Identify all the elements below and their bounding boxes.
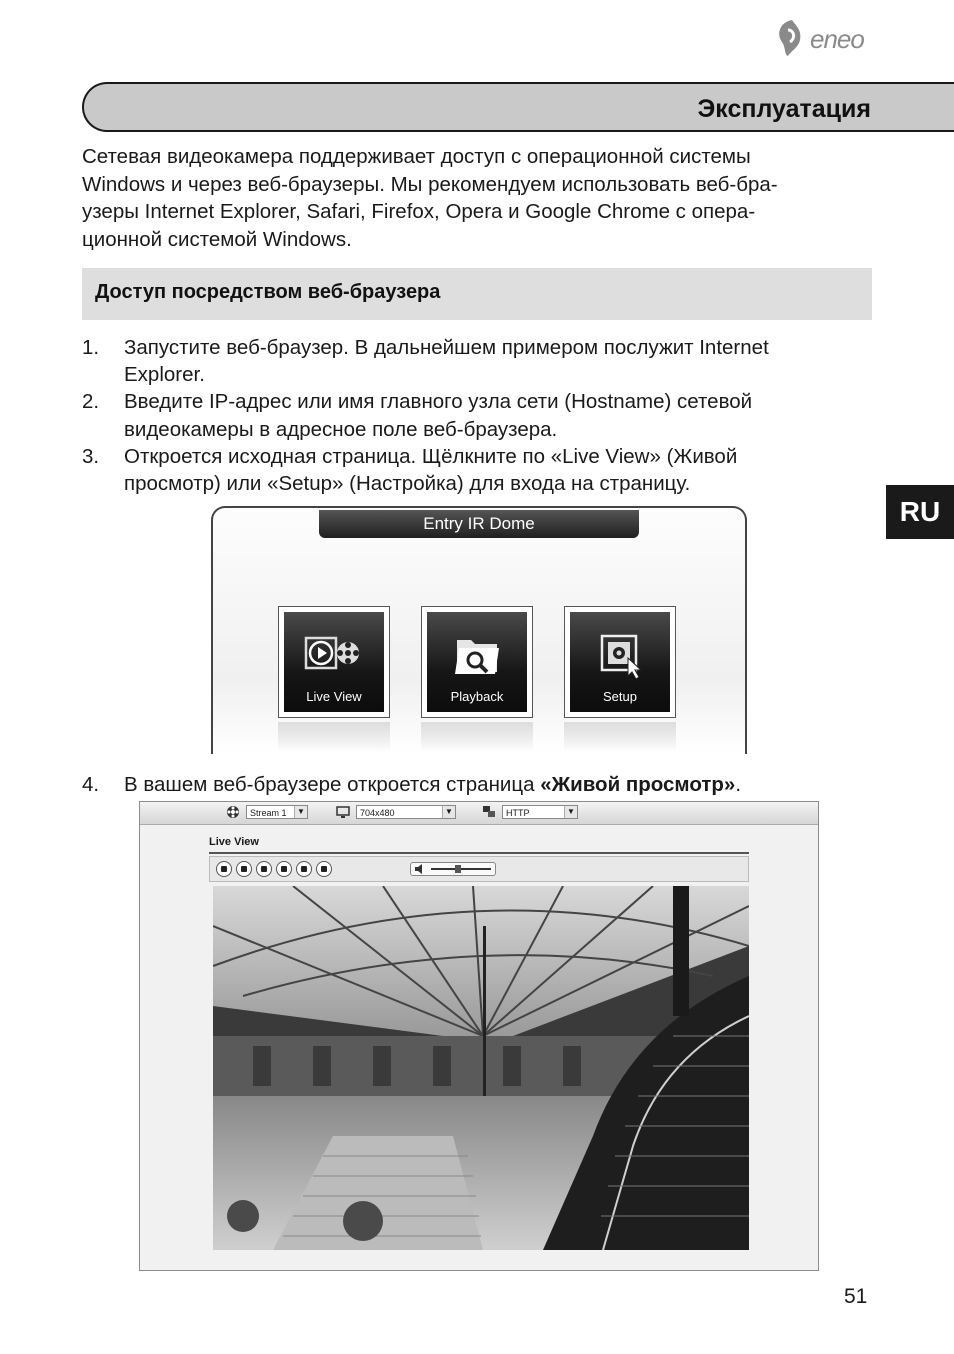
live-view-screenshot — [139, 801, 819, 1271]
step-number: 3. — [82, 444, 100, 468]
step-number: 2. — [82, 390, 100, 414]
speaker-icon — [414, 863, 428, 875]
tile-reflection — [564, 722, 676, 752]
stream-select[interactable] — [246, 805, 308, 819]
logo-swirl-icon — [774, 18, 808, 58]
protocol-select[interactable] — [502, 805, 578, 819]
playback-tile[interactable] — [421, 606, 533, 718]
stream-icon — [226, 805, 240, 819]
chevron-down-icon: ▼ — [294, 806, 307, 818]
logo-text: eneo — [810, 24, 864, 54]
intro-paragraph — [82, 143, 882, 253]
protocol-value: HTTP — [506, 808, 530, 818]
step-line: видеокамеры в адресное поле веб-браузера. — [124, 417, 558, 441]
volume-slider[interactable] — [410, 862, 496, 876]
step-line: Запустите веб-браузер. В дальнейшем примером послужит Internet — [124, 336, 769, 359]
live-view-toolbar — [140, 802, 818, 825]
talk-button[interactable] — [316, 861, 332, 877]
step-number: 1. — [82, 336, 100, 359]
tile-reflection — [278, 722, 390, 752]
list-item — [82, 771, 924, 798]
resolution-select[interactable] — [356, 805, 456, 819]
start-page-title: Entry IR Dome — [319, 510, 639, 538]
camera-video-feed — [213, 886, 749, 1250]
control-bar — [209, 856, 749, 882]
network-icon — [482, 805, 496, 819]
chevron-down-icon: ▼ — [442, 806, 455, 818]
section-title: Доступ посредством веб-браузера — [95, 281, 441, 303]
intro-line: ционной системой Windows. — [82, 227, 352, 251]
tile-label: Live View — [306, 689, 362, 704]
list-item — [82, 334, 882, 388]
volume-track — [431, 868, 491, 870]
eneo-logo — [774, 18, 884, 58]
page-title: Эксплуатация — [697, 95, 871, 123]
volume-thumb[interactable] — [455, 865, 461, 873]
step-line: Откроется исходная страница. Щёлкните по «Live View» (Живой — [124, 444, 738, 468]
divider — [209, 852, 749, 854]
page-number: 51 — [844, 1285, 868, 1308]
start-page-screenshot — [211, 506, 747, 754]
live-view-icon — [302, 632, 366, 680]
step-line: просмотр) или «Setup» (Настройка) для входа на страницу. — [124, 472, 691, 496]
chevron-down-icon: ▼ — [564, 806, 577, 818]
language-tab: RU — [886, 485, 954, 539]
step-line: Введите IP-адрес или имя главного узла сети (Hostname) сетевой — [124, 390, 753, 414]
snapshot-button[interactable] — [256, 861, 272, 877]
intro-line: Сетевая видеокамера поддерживает доступ с операционной системы — [82, 145, 751, 168]
live-view-heading: Live View — [209, 836, 259, 848]
setup-tile[interactable] — [564, 606, 676, 718]
list-item — [82, 443, 882, 497]
step-line: Explorer. — [124, 363, 205, 387]
intro-line: узеры Internet Explorer, Safari, Firefox, Opera и Google Chrome с опера- — [82, 200, 756, 223]
playback-icon — [445, 632, 509, 680]
stream-value: Stream 1 — [250, 808, 287, 818]
setup-icon — [588, 632, 652, 680]
zoom-button[interactable] — [276, 861, 292, 877]
step-end: . — [735, 773, 742, 796]
play-button[interactable] — [216, 861, 232, 877]
list-item — [82, 388, 882, 442]
step-text: В вашем веб-браузере откроется страница — [124, 773, 541, 796]
stop-button[interactable] — [236, 861, 252, 877]
monitor-icon — [336, 805, 350, 819]
intro-line: Windows и через веб-браузеры. Мы рекомендуем использовать веб-бра- — [82, 172, 778, 196]
atrium-image — [213, 886, 749, 1250]
steps-list — [82, 334, 882, 497]
step-bold-text: «Живой просмотр» — [540, 773, 736, 796]
live-view-tile[interactable] — [278, 606, 390, 718]
tile-reflection — [421, 722, 533, 752]
step-number: 4. — [82, 773, 100, 796]
resolution-value: 704x480 — [360, 808, 395, 818]
fullscreen-button[interactable] — [296, 861, 312, 877]
tile-label: Setup — [603, 689, 637, 704]
tile-label: Playback — [450, 689, 504, 704]
